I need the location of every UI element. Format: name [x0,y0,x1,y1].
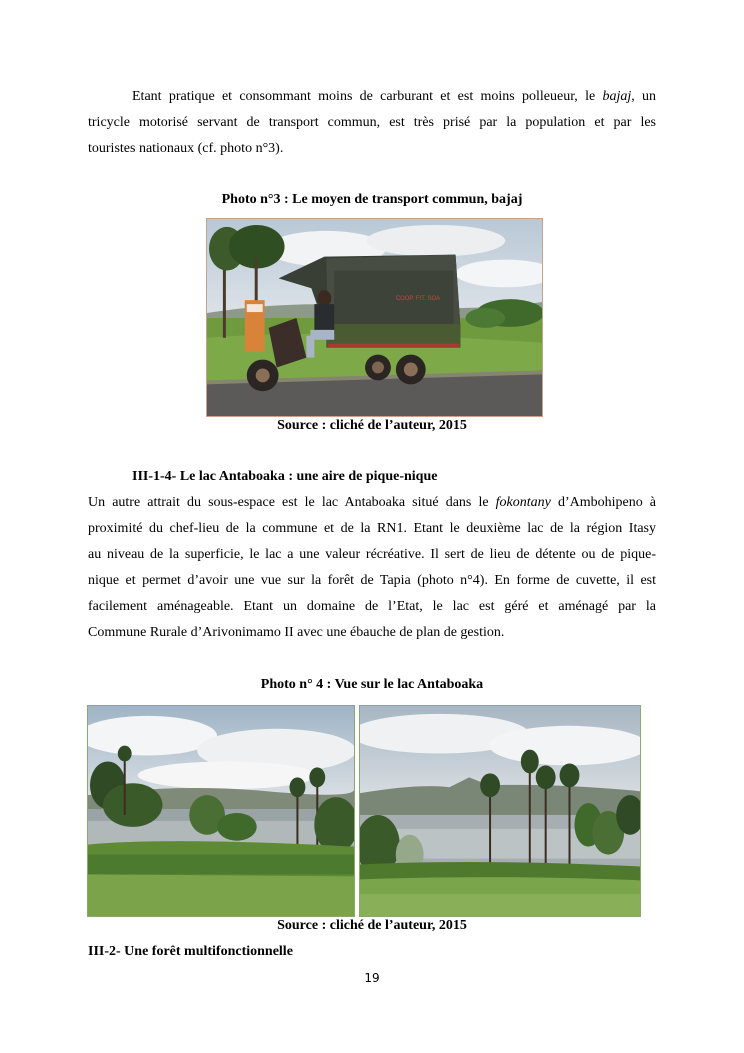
intro-line-1: Etant pratique et consommant moins de carburant et est moins polleueur, le bajaj, un [132,89,657,104]
photo3-bajaj-image [206,218,543,417]
lake-paragraph [88,490,656,646]
lake-line-6: Commune Rurale d’Arivonimamo II avec une ébauche de plan de gestion. [88,625,505,640]
lake-line-2: proximité du chef-lieu de la commune et de la RN1. Etant le deuxième lac de la région Itasy [88,521,656,536]
section-heading-2: III-2- Une forêt multifonctionnelle [88,944,293,959]
bajaj-sign-text: COOP. FIT. SOA [395,296,441,303]
lake-line-3: au niveau de la superficie, le lac a une valeur récréative. Il sert de lieu de détente ou de pique- [88,547,656,562]
bajaj-emphasis: bajaj [602,89,632,104]
lake-line-5: facilement aménageable. Etant un domaine de l’Etat, le lac est géré et aménagé par la [88,599,656,614]
section-heading-1-4: III-1-4- Le lac Antaboaka : une aire de pique-nique [132,469,438,484]
lake-line-4: nique et permet d’avoir une vue sur la forêt de Tapia (photo n°4). En forme de cuvette, il est [88,573,656,588]
photo3-caption: Photo n°3 : Le moyen de transport commun, bajaj [221,192,523,207]
photo4-lake-image-left [87,705,355,917]
photo3-source: Source : cliché de l’auteur, 2015 [277,418,467,433]
lake-line-1: Un autre attrait du sous-espace est le lac Antaboaka situé dans le fokontany d’Ambohipeno à [88,495,657,510]
photo4-source: Source : cliché de l’auteur, 2015 [277,918,467,933]
intro-paragraph [88,84,656,162]
page-number: 19 [364,971,380,985]
intro-line-3: touristes nationaux (cf. photo n°3). [88,141,284,156]
photo4-lake-image-right [359,705,641,917]
intro-line-2: tricycle motorisé servant de transport commun, est très prisé par la population et par les [88,115,656,130]
photo4-caption: Photo n° 4 : Vue sur le lac Antaboaka [260,677,484,692]
fokontany-emphasis: fokontany [495,495,551,510]
